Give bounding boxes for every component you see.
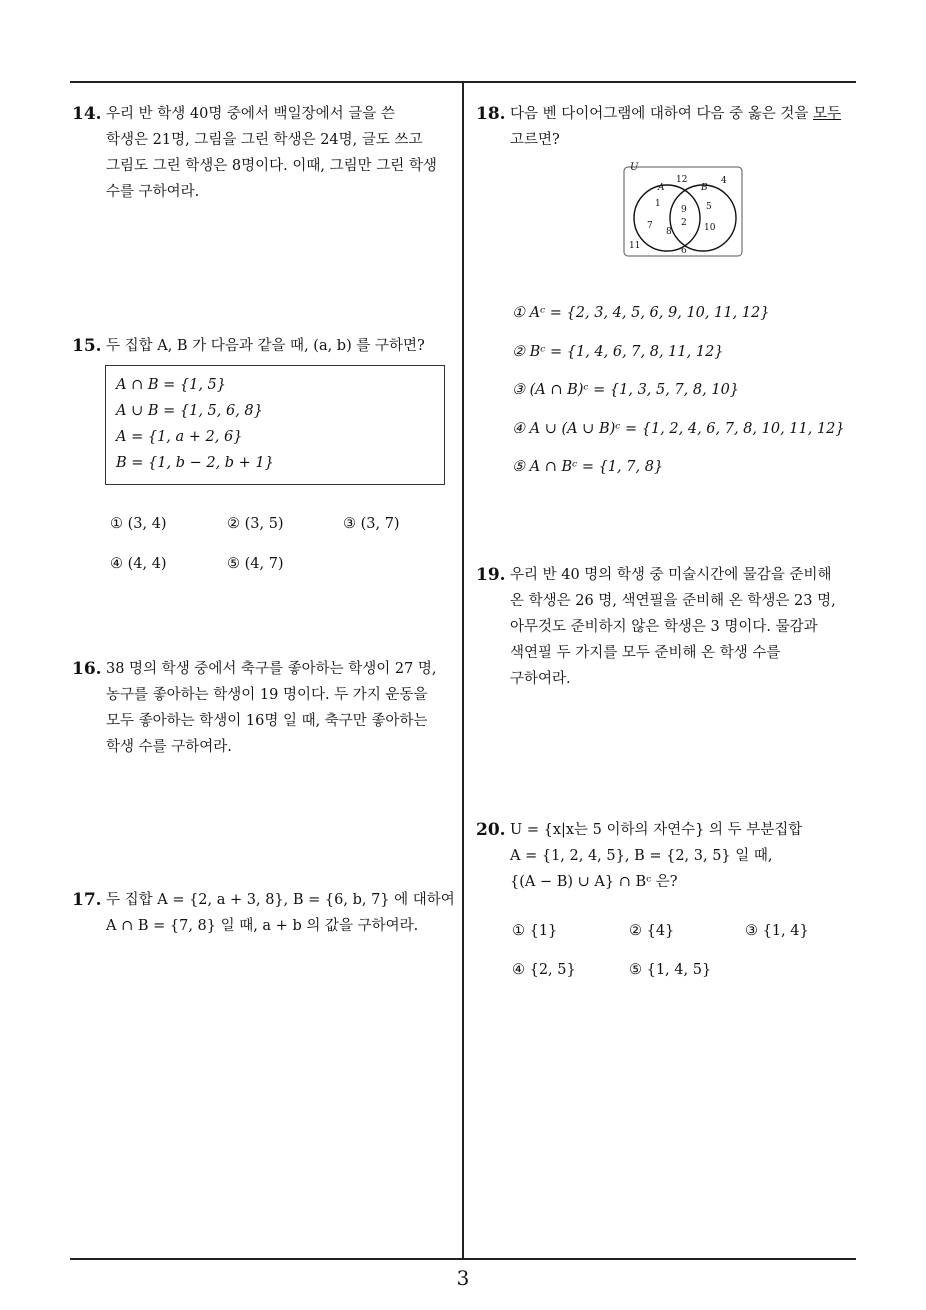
choice-option[interactable]: ③ (A ∩ B)ᶜ = {1, 3, 5, 7, 8, 10} xyxy=(512,382,740,398)
venn-element: 4 xyxy=(721,176,727,186)
question-number: 18. xyxy=(476,104,506,124)
choice-option[interactable]: ⑤ {1, 4, 5} xyxy=(629,962,712,978)
choice-option[interactable]: ② {4} xyxy=(629,923,675,939)
question-text-line: A ∩ B = {7, 8} 일 때, a + b 의 값을 구하여라. xyxy=(106,918,419,934)
venn-element: 6 xyxy=(681,246,687,256)
question-number: 16. xyxy=(72,659,102,679)
question-number: 19. xyxy=(476,565,506,585)
set-a-circle xyxy=(634,185,700,251)
choice-option[interactable]: ③ (3, 7) xyxy=(343,516,400,532)
set-b-circle xyxy=(670,185,736,251)
question-text-line: 두 집합 A, B 가 다음과 같을 때, (a, b) 를 구하면? xyxy=(106,338,425,354)
question-text-line: 모두 좋아하는 학생이 16명 일 때, 축구만 좋아하는 xyxy=(106,713,428,729)
question-text-line xyxy=(510,101,841,127)
question-text-line: U = {x|x는 5 이하의 자연수} 의 두 부분집합 xyxy=(510,822,803,838)
question-text-line: 고르면? xyxy=(510,132,560,148)
question-text-line: {(A − B) ∪ A} ∩ Bᶜ 은? xyxy=(510,874,678,890)
question-text-line: 수를 구하여라. xyxy=(106,184,200,200)
venn-element: 10 xyxy=(704,223,716,233)
question-text: 다음 벤 다이어그램에 대하여 다음 중 옳은 것을 xyxy=(510,106,814,122)
venn-element: 1 xyxy=(655,199,661,209)
question-text-line: 학생 수를 구하여라. xyxy=(106,739,232,755)
choice-option[interactable]: ① Aᶜ = {2, 3, 4, 5, 6, 9, 10, 11, 12} xyxy=(512,305,770,321)
question-text-line: 그림도 그린 학생은 8명이다. 이때, 그림만 그린 학생 xyxy=(106,158,437,174)
choice-option[interactable]: ① {1} xyxy=(512,923,558,939)
column-divider xyxy=(462,81,464,1259)
choice-option[interactable]: ① (3, 4) xyxy=(110,516,167,532)
question-text-line: 두 집합 A = {2, a + 3, 8}, B = {6, b, 7} 에 대하여 xyxy=(106,892,455,908)
venn-element: 2 xyxy=(681,218,687,228)
universe-label: U xyxy=(630,162,639,173)
underlined-keyword: 모두 xyxy=(813,106,842,122)
condition-line: A = {1, a + 2, 6} xyxy=(116,429,243,445)
venn-element: 8 xyxy=(666,227,672,237)
question-text-line: 색연필 두 가지를 모두 준비해 온 학생 수를 xyxy=(510,645,781,661)
set-a-label: A xyxy=(658,183,665,193)
venn-element: 7 xyxy=(647,221,653,231)
venn-diagram xyxy=(620,162,746,260)
condition-line: A ∩ B = {1, 5} xyxy=(116,377,226,393)
choice-option[interactable]: ④ {2, 5} xyxy=(512,962,576,978)
question-number: 15. xyxy=(72,336,102,356)
venn-element: 11 xyxy=(629,241,641,251)
condition-box xyxy=(105,365,445,485)
question-text-line: 학생은 21명, 그림을 그린 학생은 24명, 글도 쓰고 xyxy=(106,132,423,148)
question-number: 17. xyxy=(72,890,102,910)
choice-option[interactable]: ④ A ∪ (A ∪ B)ᶜ = {1, 2, 4, 6, 7, 8, 10, 11, 12} xyxy=(512,421,845,437)
bottom-rule xyxy=(70,1258,856,1260)
choice-option[interactable]: ④ (4, 4) xyxy=(110,556,167,572)
question-text-line: 우리 반 학생 40명 중에서 백일장에서 글을 쓴 xyxy=(106,106,395,122)
question-text-line: 우리 반 40 명의 학생 중 미술시간에 물감을 준비해 xyxy=(510,567,832,583)
question-text-line: 아무것도 준비하지 않은 학생은 3 명이다. 물감과 xyxy=(510,619,818,635)
set-b-label: B xyxy=(701,183,708,193)
question-text-line: A = {1, 2, 4, 5}, B = {2, 3, 5} 일 때, xyxy=(510,848,773,864)
choice-option[interactable]: ③ {1, 4} xyxy=(745,923,809,939)
venn-element: 5 xyxy=(706,202,712,212)
condition-line: B = {1, b − 2, b + 1} xyxy=(116,455,274,471)
question-text-line: 농구를 좋아하는 학생이 19 명이다. 두 가지 운동을 xyxy=(106,687,428,703)
venn-element: 9 xyxy=(681,205,687,215)
choice-option[interactable]: ② (3, 5) xyxy=(227,516,284,532)
condition-line: A ∪ B = {1, 5, 6, 8} xyxy=(116,403,263,419)
choice-option[interactable]: ⑤ A ∩ Bᶜ = {1, 7, 8} xyxy=(512,459,664,475)
choice-option[interactable]: ② Bᶜ = {1, 4, 6, 7, 8, 11, 12} xyxy=(512,344,724,360)
choice-option[interactable]: ⑤ (4, 7) xyxy=(227,556,284,572)
question-number: 14. xyxy=(72,104,102,124)
question-number: 20. xyxy=(476,820,506,840)
question-text-line: 온 학생은 26 명, 색연필을 준비해 온 학생은 23 명, xyxy=(510,593,836,609)
question-text-line: 구하여라. xyxy=(510,671,571,687)
page-number: 3 xyxy=(456,1266,470,1290)
question-text-line: 38 명의 학생 중에서 축구를 좋아하는 학생이 27 명, xyxy=(106,661,437,677)
venn-element: 12 xyxy=(676,175,688,185)
